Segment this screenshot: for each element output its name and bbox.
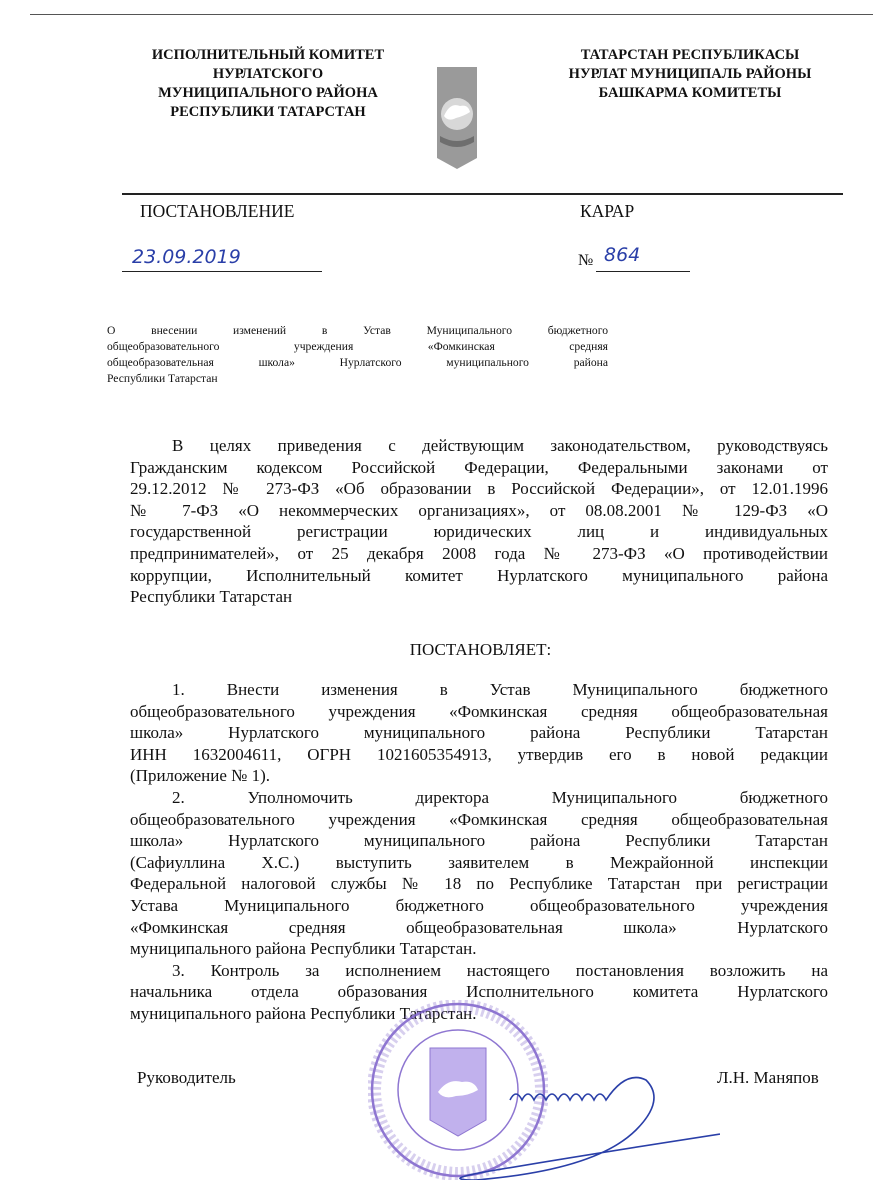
item-line: 3. Контроль за исполнением настоящего постановления возложить на	[172, 960, 828, 980]
item-line: общеобразовательного учреждения «Фомкинская средняя общеобразовательная	[130, 809, 828, 829]
preamble	[130, 435, 828, 608]
item-line: ИНН 1632004611, ОГРН 1021605354913, утвердив его в новой редакции	[130, 744, 828, 764]
item-line: (Сафиуллина Х.С.) выступить заявителем в Межрайонной инспекции	[130, 852, 828, 872]
item-line: школа» Нурлатского муниципального района Республики Татарстан	[130, 831, 828, 851]
handwritten-number: 864	[604, 244, 641, 266]
item-1	[130, 679, 828, 787]
handwritten-date: 23.09.2019	[132, 246, 241, 268]
preamble-line: Гражданским кодексом Российской Федерации, Федеральными законами от	[130, 457, 828, 477]
item-line: начальника отдела образования Исполнительного комитета Нурлатского	[130, 982, 828, 1002]
resolves-heading: ПОСТАНОВЛЯЕТ:	[409, 640, 552, 659]
header-divider	[122, 193, 843, 195]
header-line: ИСПОЛНИТЕЛЬНЫЙ КОМИТЕТ	[151, 47, 385, 63]
document-subject	[107, 323, 608, 387]
header-line: ТАТАРСТАН РЕСПУБЛИКАСЫ	[580, 47, 800, 63]
handwritten-signature	[440, 1070, 720, 1180]
header-left-ru	[128, 46, 408, 122]
subject-line: О внесении изменений в Устав Муниципального бюджетного	[107, 324, 608, 337]
preamble-line: коррупции, Исполнительный комитет Нурлатского муниципального района	[130, 565, 828, 585]
scan-edge-line	[30, 14, 873, 15]
item-line: школа» Нурлатского муниципального района Республики Татарстан	[130, 723, 828, 743]
number-sign: №	[578, 252, 594, 269]
header-line: НУРЛАТСКОГО	[212, 66, 324, 82]
subject-line: общеобразовательная школа» Нурлатского муниципального района	[107, 356, 608, 369]
item-line: «Фомкинская средняя общеобразовательная школа» Нурлатского	[130, 917, 828, 937]
coat-of-arms-emblem	[436, 66, 478, 170]
item-2	[130, 787, 828, 960]
preamble-line: В целях приведения с действующим законодательством, руководствуясь	[172, 436, 828, 455]
header-right-tt	[545, 46, 835, 103]
item-line: 1. Внести изменения в Устав Муниципального бюджетного	[172, 680, 828, 699]
header-line: БАШКАРМА КОМИТЕТЫ	[598, 85, 782, 101]
preamble-line: № 7-ФЗ «О некоммерческих организациях», от 08.08.2001 № 129-ФЗ «О	[130, 500, 828, 520]
item-line: муниципального района Республики Татарстан.	[130, 1003, 477, 1023]
item-line: 2. Уполномочить директора Муниципального бюджетного	[172, 787, 828, 807]
header-line: НУРЛАТ МУНИЦИПАЛЬ РАЙОНЫ	[568, 66, 812, 82]
date-underline	[122, 271, 322, 272]
number-underline	[596, 271, 690, 272]
header-line: РЕСПУБЛИКИ ТАТАРСТАН	[170, 104, 366, 120]
item-line: Устава Муниципального бюджетного общеобразовательного учреждения	[130, 895, 828, 915]
item-line: Федеральной налоговой службы № 18 по Республике Татарстан при регистрации	[130, 874, 828, 894]
preamble-line: государственной регистрации юридических лиц и индивидуальных	[130, 522, 828, 542]
subject-line: Республики Татарстан	[107, 372, 218, 385]
signatory-title: Руководитель	[137, 1068, 236, 1087]
preamble-line: 29.12.2012 № 273-ФЗ «Об образовании в Российской Федерации», от 12.01.1996	[130, 479, 828, 499]
doc-type-tt: КАРАР	[580, 201, 635, 221]
doc-type-ru: ПОСТАНОВЛЕНИЕ	[140, 201, 295, 221]
preamble-line: Республики Татарстан	[130, 587, 293, 607]
item-line: общеобразовательного учреждения «Фомкинская средняя общеобразовательная	[130, 701, 828, 721]
signatory-name: Л.Н. Маняпов	[717, 1068, 819, 1087]
item-line: муниципального района Республики Татарстан.	[130, 939, 477, 959]
resolution-items	[130, 679, 828, 1025]
item-line: (Приложение № 1).	[130, 766, 271, 786]
header-line: МУНИЦИПАЛЬНОГО РАЙОНА	[158, 85, 378, 101]
preamble-line: предпринимателей», от 25 декабря 2008 года № 273-ФЗ «О противодействии	[130, 543, 828, 563]
subject-line: общеобразовательного учреждения «Фомкинская средняя	[107, 340, 608, 353]
